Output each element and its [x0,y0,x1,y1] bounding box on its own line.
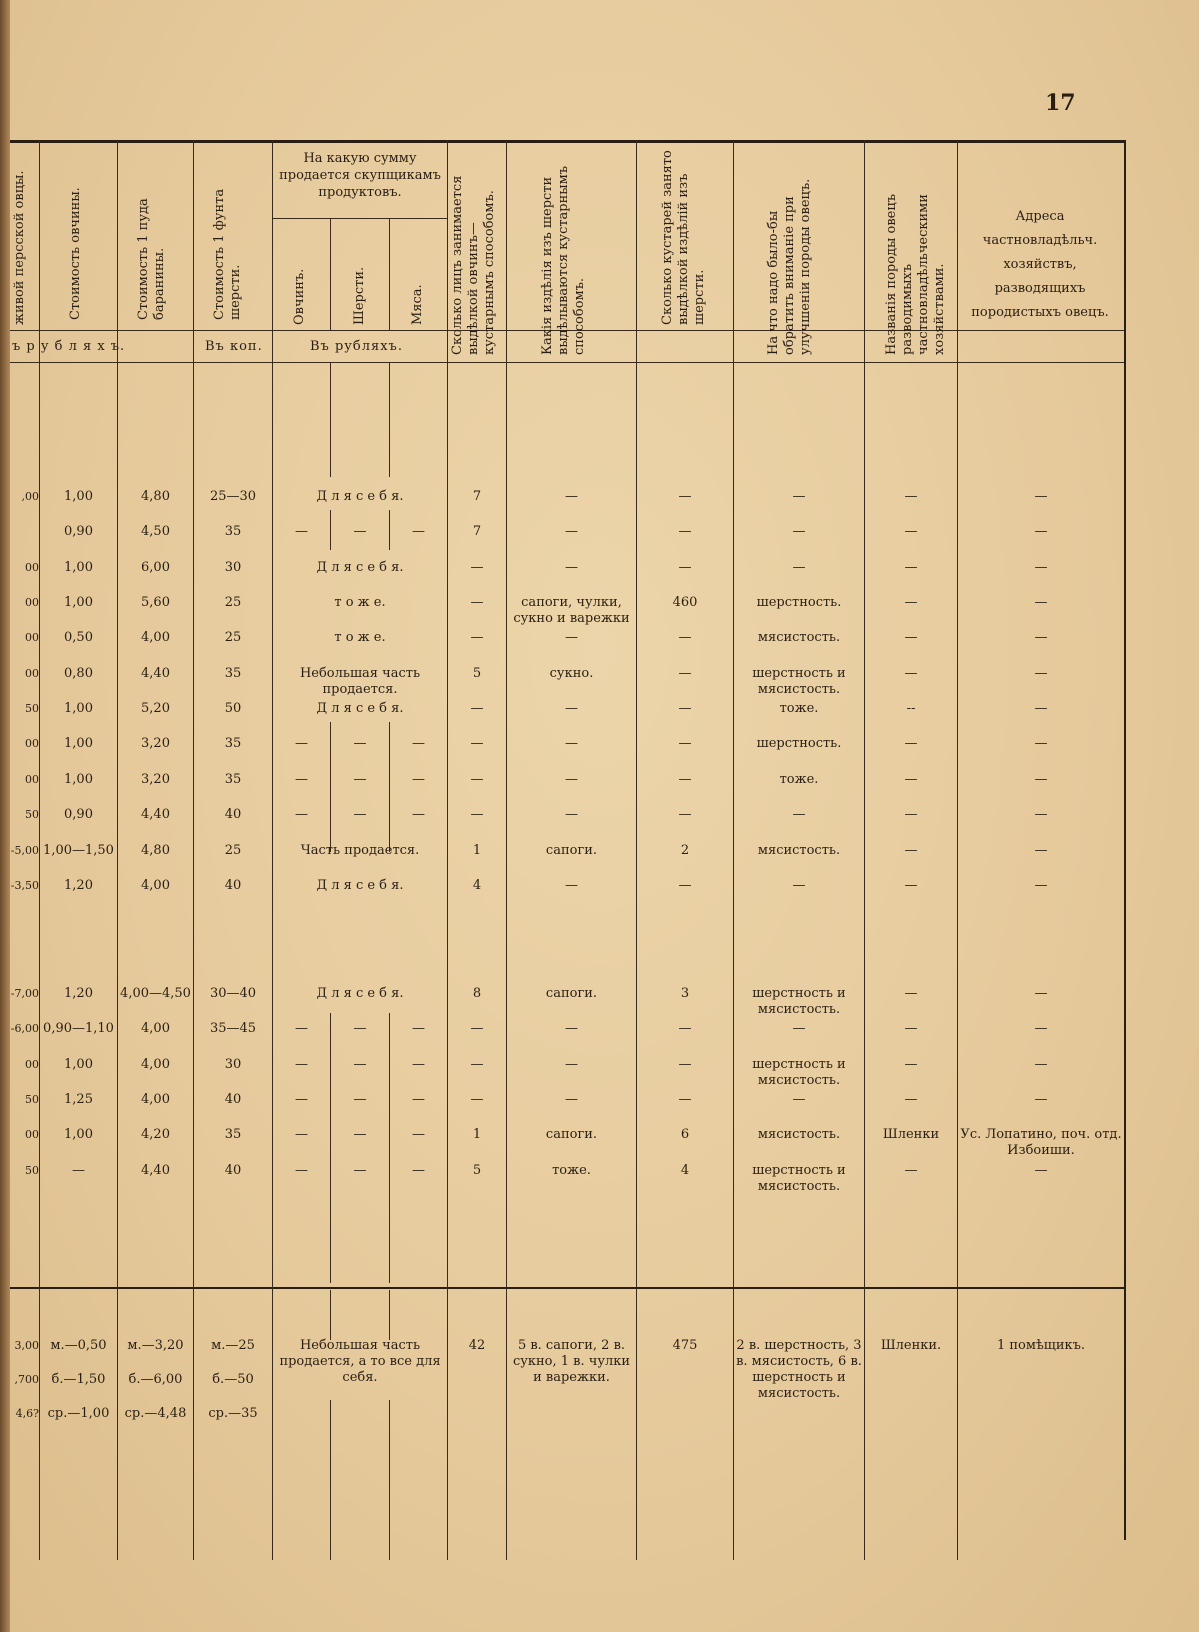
table-cell-sale: Д л я с е б я. [316,986,404,1001]
summary-cell-c1: м.—0,50 [50,1338,107,1353]
table-cell-c7: — [470,701,484,716]
table-cell-c2: 6,00 [141,560,170,575]
col-rule-right [1124,140,1126,1540]
table-cell-c10: шерстность. [756,595,842,610]
table-cell-c11: — [904,524,918,539]
summary-cell-c3: б.—50 [212,1372,254,1387]
table-cell-c11: — [904,1057,918,1072]
table-cell-c3: 40 [224,1092,242,1107]
table-cell-c11: — [904,736,918,751]
sub-rule-body-12 [389,1400,390,1560]
summary-cell-c0: ,700 [14,1373,39,1386]
table-cell-sale: т о ж е. [334,630,386,645]
table-cell-c9: 4 [680,1163,690,1178]
table-cell-c0: ,00 [21,490,39,503]
table-cell-c8: — [565,1021,578,1036]
table-cell-c8: сапоги. [545,986,598,1001]
table-cell-c11: — [904,772,918,787]
table-cell-c0: 00 [25,667,39,680]
table-cell-c3: 25 [224,843,242,858]
summary-cell-c12: 1 помѣщикъ. [996,1338,1086,1353]
table-cell-c10: шерстность. [756,736,842,751]
sub-rule-body-2 [389,362,390,477]
table-cell-s2: — [353,1021,367,1036]
header-sub-shersti: Шерсти. [352,266,367,325]
table-cell-c1: 0,80 [64,666,93,681]
table-cell-c10: — [792,560,806,575]
table-cell-c0: 00 [25,561,39,574]
table-cell-c0: -5,00 [10,844,39,857]
table-cell-c8: — [565,701,578,716]
table-cell-c9: 3 [680,986,690,1001]
table-cell-sale: Небольшая часть продается. [299,666,421,697]
table-cell-sale: Д л я с е б я. [316,701,404,716]
table-cell-s2: — [353,807,367,822]
table-cell-c3: 30—40 [209,986,257,1001]
table-cell-c0: 50 [25,1164,39,1177]
table-cell-c2: 4,80 [141,843,170,858]
table-cell-c0: -7,00 [10,987,39,1000]
unit-rubles-group: Въ рубляхъ. [310,339,403,354]
table-cell-c1: 1,00 [64,736,93,751]
table-cell-c12: — [1034,1057,1048,1072]
table-cell-c8: — [565,560,578,575]
summary-cell-c11: Шленки. [880,1338,942,1353]
header-col9: Сколько кустарей занято выдѣлкой издѣлій изъ шерсти. [660,150,707,325]
header-sub-ovchin: Овчинъ. [292,268,307,325]
table-cell-s3: — [412,1057,425,1072]
table-cell-c10: тоже. [779,772,819,787]
table-cell-c1: 1,20 [64,878,93,893]
table-cell-c7: 1 [472,843,482,858]
table-cell-c7: 1 [472,1127,482,1142]
table-cell-c3: 25 [224,630,242,645]
table-cell-c12: — [1034,489,1048,504]
table-cell-c11: — [904,986,918,1001]
table-cell-sale: Часть продается. [300,843,420,858]
table-cell-c9: — [678,1092,692,1107]
table-cell-c1: 1,00 [64,772,93,787]
page-number: 17 [1045,90,1076,116]
table-cell-c8: — [565,1092,578,1107]
table-cell-c9: — [678,736,692,751]
table-cell-c7: — [470,595,484,610]
summary-cell-c8: 5 в. сапоги, 2 в. сукно, 1 в. чулки и варежки. [512,1338,631,1385]
table-cell-c11: — [904,666,918,681]
table-cell-c11: — [904,807,918,822]
table-cell-c10: мясистость. [757,630,841,645]
table-cell-c12: — [1034,524,1048,539]
table-cell-c2: 4,00 [141,878,170,893]
table-cell-c9: — [678,524,692,539]
table-cell-c3: 40 [224,1163,242,1178]
table-cell-c1: — [72,1163,85,1178]
table-cell-c10: шерстность и мясистость. [752,986,846,1017]
table-cell-c12: — [1034,1092,1048,1107]
table-cell-c2: 4,40 [141,807,170,822]
unit-rubles-left: ъ р у б л я х ъ. [12,339,126,354]
summary-cell-c1: б.—1,50 [51,1372,106,1387]
header-group-rule [272,218,447,219]
table-cell-c10: — [792,1092,806,1107]
table-cell-c10: шерстность и мясистость. [752,1163,846,1194]
table-cell-c12: — [1034,843,1048,858]
table-cell-c1: 1,00 [64,701,93,716]
header-col11: Названія породы овецъ разводимыхъ частновладѣльческими хозяйствами. [884,194,947,355]
table-cell-sale: Д л я с е б я. [316,878,404,893]
table-cell-sale: т о ж е. [334,595,386,610]
table-cell-c1: 1,00 [64,489,93,504]
table-cell-s3: — [412,1163,425,1178]
table-cell-c10: мясистость. [757,843,841,858]
table-cell-c1: 0,50 [64,630,93,645]
table-cell-c2: 4,00 [141,1092,170,1107]
table-cell-c12: — [1034,666,1048,681]
sub-rule-1 [330,218,331,330]
table-cell-c8: — [565,772,578,787]
sub-rule-body-1 [330,362,331,477]
table-cell-c2: 4,40 [141,1163,170,1178]
table-cell-s2: — [353,1092,367,1107]
table-cell-c2: 4,00 [141,1057,170,1072]
table-cell-c1: 0,90 [64,807,93,822]
table-cell-c8: — [565,878,578,893]
table-cell-s1: — [295,1127,308,1142]
header-col7: Сколько лицъ занимается выдѣлкой овчинъ—кустарнымъ способомъ. [450,175,497,355]
table-cell-c11: — [904,630,918,645]
table-cell-c12: — [1034,701,1048,716]
header-stoimost-ovchiny: Стоимость овчины. [68,187,83,320]
table-cell-c9: — [678,701,692,716]
summary-cell-c3: ср.—35 [208,1406,258,1421]
table-cell-c11: — [904,843,918,858]
table-cell-c0: 00 [25,1128,39,1141]
table-cell-c9: 2 [680,843,690,858]
sub-rule-2 [389,218,390,330]
table-cell-c2: 4,20 [141,1127,170,1142]
table-cell-c3: 40 [224,807,242,822]
table-cell-c0: 00 [25,631,39,644]
table-cell-c12: — [1034,595,1048,610]
table-cell-c3: 25—30 [209,489,257,504]
header-stoimost-shersti: Стоимость 1 фунта шерсти. [212,188,243,320]
table-cell-s1: — [295,1163,308,1178]
table-cell-c10: мясистость. [757,1127,841,1142]
sub-rule-body-9 [330,1290,331,1340]
table-cell-c11: — [904,489,918,504]
table-cell-s2: — [353,772,367,787]
sub-rule-body-8 [389,1013,390,1283]
summary-cell-c9: 475 [672,1338,698,1353]
table-cell-c10: — [792,489,806,504]
table-cell-c11: — [904,1092,918,1107]
summary-cell-c2: м.—3,20 [127,1338,184,1353]
table-cell-s1: — [295,1092,308,1107]
table-cell-c8: — [565,736,578,751]
summary-cell-c7: 42 [468,1338,486,1353]
table-cell-c9: — [678,630,692,645]
table-cell-c10: шерстность и мясистость. [752,666,846,697]
table-cell-c12: — [1034,630,1048,645]
table-cell-s3: — [412,524,425,539]
table-cell-c12: — [1034,878,1048,893]
header-col8: Какія издѣлія изъ шерсти выдѣлываются кустарнымъ способомъ. [540,165,587,355]
table-cell-c12: — [1034,1163,1048,1178]
table-cell-c0: 00 [25,596,39,609]
summary-cell-c2: ср.—4,48 [124,1406,187,1421]
table-cell-c0: -6,00 [10,1022,39,1035]
table-cell-c12: Ус. Лопатино, поч. отд. Избоиши. [960,1127,1122,1158]
table-cell-s2: — [353,736,367,751]
table-cell-c11: — [904,595,918,610]
table-cell-c2: 4,50 [141,524,170,539]
header-stoimost-baraniny: Стоимость 1 пуда баранины. [136,198,167,320]
table-cell-s1: — [295,1021,308,1036]
table-cell-s2: — [353,1163,367,1178]
sub-rule-body-10 [389,1290,390,1340]
table-cell-c10: тоже. [779,701,819,716]
table-cell-c7: 5 [472,1163,482,1178]
table-cell-c9: — [678,560,692,575]
table-cell-c9: — [678,666,692,681]
table-cell-c8: сапоги. [545,843,598,858]
table-cell-c3: 25 [224,595,242,610]
table-cell-c7: 8 [472,986,482,1001]
table-cell-s1: — [295,736,308,751]
table-cell-c9: 460 [672,595,698,610]
table-cell-c2: 5,60 [141,595,170,610]
table-cell-s1: — [295,807,308,822]
table-cell-s1: — [295,524,308,539]
table-cell-c1: 0,90—1,10 [43,1021,114,1036]
table-cell-c0: 00 [25,737,39,750]
table-cell-c0: 50 [25,1093,39,1106]
header-sale-group: На какую сумму продается скупщикамъ продуктовъ. [279,151,441,200]
table-cell-c9: — [678,772,692,787]
summary-cell-sale: Небольшая часть продается, а то все для себя. [279,1338,441,1385]
table-cell-c11: — [904,878,918,893]
sub-rule-body-7 [330,1013,331,1283]
table-cell-c12: — [1034,560,1048,575]
table-cell-s1: — [295,1057,308,1072]
table-cell-c1: 1,00 [64,595,93,610]
table-cell-c7: 7 [472,489,482,504]
table-cell-c7: — [470,1057,484,1072]
table-cell-c8: — [565,489,578,504]
table-cell-sale: Д л я с е б я. [316,560,404,575]
table-cell-c2: 4,00—4,50 [120,986,191,1001]
table-cell-c2: 3,20 [141,736,170,751]
table-cell-c9: — [678,878,692,893]
table-cell-s3: — [412,772,425,787]
table-cell-c9: — [678,1021,692,1036]
summary-cell-c3: м.—25 [211,1338,255,1353]
table-cell-c10: — [792,807,806,822]
table-cell-c7: — [470,1092,484,1107]
table-cell-c3: 35 [224,524,242,539]
table-cell-c1: 1,00 [64,1127,93,1142]
table-cell-c3: 30 [224,560,242,575]
table-cell-s2: — [353,524,367,539]
header-col0: живой персской овцы. [12,170,27,325]
table-cell-c12: — [1034,772,1048,787]
table-cell-c7: — [470,807,484,822]
table-cell-s3: — [412,1021,425,1036]
table-cell-c12: — [1034,736,1048,751]
table-cell-sale: Д л я с е б я. [316,489,404,504]
table-cell-c3: 35 [224,736,242,751]
table-cell-c8: — [565,630,578,645]
table-cell-c12: — [1034,986,1048,1001]
header-sub-myasa: Мяса. [410,284,425,325]
table-cell-c1: 1,00 [64,560,93,575]
table-cell-c2: 3,20 [141,772,170,787]
table-cell-c1: 1,00—1,50 [43,843,114,858]
table-cell-c3: 35 [224,772,242,787]
table-cell-c8: — [565,524,578,539]
unit-kopecks: Въ коп. [205,339,263,354]
table-cell-c1: 0,90 [64,524,93,539]
summary-cell-c2: б.—6,00 [128,1372,183,1387]
table-cell-c3: 30 [224,1057,242,1072]
table-cell-c2: 4,40 [141,666,170,681]
table-cell-c8: — [565,807,578,822]
table-cell-c3: 35 [224,666,242,681]
table-cell-c0: -3,50 [10,879,39,892]
table-cell-c12: — [1034,807,1048,822]
summary-cell-c0: 3,00 [14,1339,39,1352]
table-cell-c7: 5 [472,666,482,681]
table-cell-s3: — [412,807,425,822]
header-col12: Адреса частновладѣльч. хозяйствъ, разводящихъ породистыхъ овецъ. [971,209,1109,320]
table-cell-c10: шерстность и мясистость. [752,1057,846,1088]
table-cell-c8: сапоги, чулки, сукно и варежки [513,595,630,626]
table-cell-c1: 1,00 [64,1057,93,1072]
table-cell-c0: 50 [25,808,39,821]
table-cell-c8: сукно. [549,666,594,681]
table-cell-c7: — [470,630,484,645]
table-cell-s2: — [353,1057,367,1072]
table-cell-c9: — [678,1057,692,1072]
table-cell-c3: 40 [224,878,242,893]
table-cell-c9: — [678,807,692,822]
table-cell-c10: — [792,524,806,539]
header-col10: На что надо было-бы обратить вниманіе при улучшеніи породы овецъ. [766,178,813,355]
summary-cell-c10: 2 в. шерстность, 3 в. мясистость, 6 в. шерстность и мясистость. [736,1338,862,1401]
table-cell-c11: -- [906,701,916,716]
table-cell-c0: 00 [25,773,39,786]
table-cell-c10: — [792,1021,806,1036]
table-cell-c9: 6 [680,1127,690,1142]
table-cell-s3: — [412,1092,425,1107]
table-cell-c8: тоже. [552,1163,591,1178]
table-cell-c7: — [470,736,484,751]
table-cell-c1: 1,20 [64,986,93,1001]
table-cell-c7: — [470,1021,484,1036]
table-cell-c3: 50 [224,701,242,716]
table-cell-s3: — [412,736,425,751]
table-cell-c11: — [904,1163,918,1178]
table-cell-c0: 50 [25,702,39,715]
table-cell-c2: 5,20 [141,701,170,716]
table-cell-s1: — [295,772,308,787]
table-cell-c7: 7 [472,524,482,539]
table-cell-s3: — [412,1127,425,1142]
table-cell-c3: 35 [224,1127,242,1142]
table-cell-c2: 4,00 [141,1021,170,1036]
table-cell-c9: — [678,489,692,504]
table-cell-c8: сапоги. [545,1127,598,1142]
table-cell-c10: — [792,878,806,893]
sub-rule-body-11 [330,1400,331,1560]
table-cell-c7: — [470,772,484,787]
table-cell-c11: Шленки [882,1127,940,1142]
table-cell-c3: 35—45 [209,1021,257,1036]
summary-cell-c1: ср.—1,00 [47,1406,110,1421]
table-cell-c2: 4,00 [141,630,170,645]
table-cell-c1: 1,25 [64,1092,93,1107]
table-cell-s2: — [353,1127,367,1142]
table-cell-c0: 00 [25,1058,39,1071]
table-cell-c8: — [565,1057,578,1072]
table-cell-c7: — [470,560,484,575]
table-cell-c7: 4 [472,878,482,893]
table-cell-c12: — [1034,1021,1048,1036]
summary-cell-c0: 4,6? [15,1407,39,1420]
table-cell-c11: — [904,560,918,575]
table-cell-c2: 4,80 [141,489,170,504]
table-cell-c11: — [904,1021,918,1036]
